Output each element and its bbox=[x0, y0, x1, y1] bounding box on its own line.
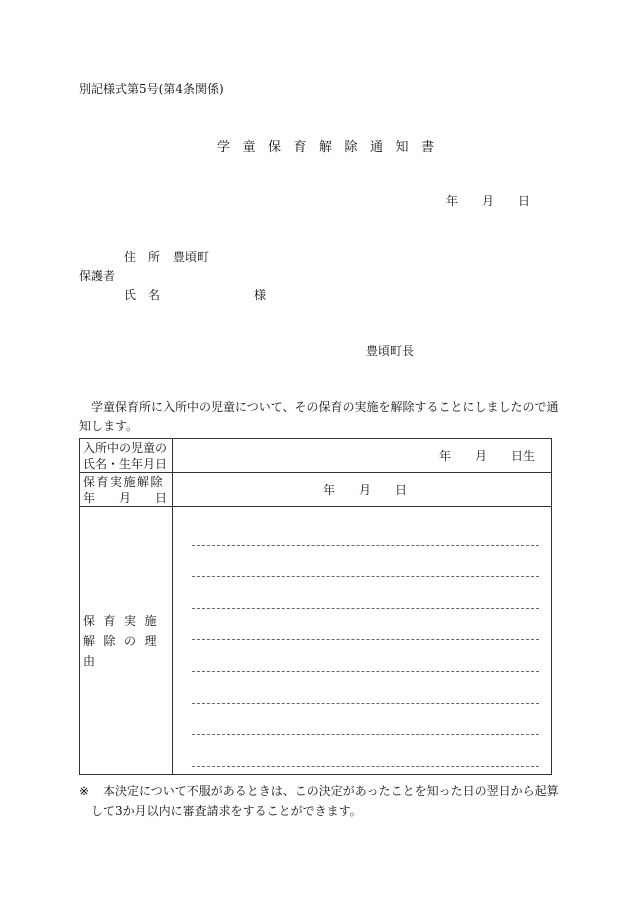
cancel-date-value-cell bbox=[173, 473, 552, 507]
cancel-date-label-line1: 保育実施解除 bbox=[83, 474, 165, 489]
issue-date: 年 月 日 bbox=[446, 194, 531, 208]
child-value-cell bbox=[173, 439, 552, 473]
reason-line bbox=[192, 672, 539, 704]
guardian-label: 保護者 bbox=[79, 269, 116, 283]
note-line2: して3か月以内に審査請求をすることができます。 bbox=[91, 804, 362, 818]
reason-line bbox=[192, 546, 539, 578]
reason-value-cell bbox=[173, 507, 552, 775]
reason-label-cell bbox=[80, 507, 173, 775]
reason-label-line2: 解除の理由 bbox=[83, 633, 166, 668]
child-label-line1: 入所中の児童の bbox=[83, 440, 168, 455]
form-number: 別記様式第5号(第4条関係) bbox=[79, 82, 224, 96]
cancel-date-value: 年 月 日 bbox=[323, 483, 408, 497]
note-mark: ※ bbox=[79, 784, 90, 798]
address-value: 豊頃町 bbox=[173, 250, 210, 264]
honorific: 様 bbox=[254, 288, 267, 302]
document-title: 学童保育解除通知書 bbox=[217, 140, 447, 155]
table-row-cancel-date bbox=[80, 473, 552, 507]
reason-line bbox=[192, 704, 539, 736]
reason-line bbox=[192, 735, 539, 767]
notice-table bbox=[79, 438, 552, 775]
child-label-cell bbox=[80, 439, 173, 473]
note-line1: 本決定について不服があるときは、この決定があったことを知った日の翌日から起算 bbox=[103, 784, 559, 798]
table-row-child bbox=[80, 439, 552, 473]
child-label-line2: 氏名・生年月日 bbox=[83, 456, 168, 471]
reason-line bbox=[192, 514, 539, 546]
issuer-name: 豊頃町長 bbox=[366, 344, 415, 358]
reason-line bbox=[192, 577, 539, 609]
reason-line bbox=[192, 609, 539, 641]
body-text-line1: 学童保育所に入所中の児童について、その保育の実施を解除することにしましたので通 bbox=[91, 400, 559, 414]
table-row-reason bbox=[80, 507, 552, 775]
name-label: 氏 名 bbox=[124, 288, 161, 302]
cancel-date-label-cell bbox=[80, 473, 173, 507]
cancel-date-label-line2: 年 月 日 bbox=[83, 490, 168, 505]
birth-date-value: 年 月 日生 bbox=[438, 449, 535, 463]
address-label: 住 所 bbox=[124, 250, 161, 264]
reason-line bbox=[192, 640, 539, 672]
body-text-line2: 知します。 bbox=[79, 419, 139, 433]
reason-label-line1: 保育実施 bbox=[83, 613, 166, 628]
